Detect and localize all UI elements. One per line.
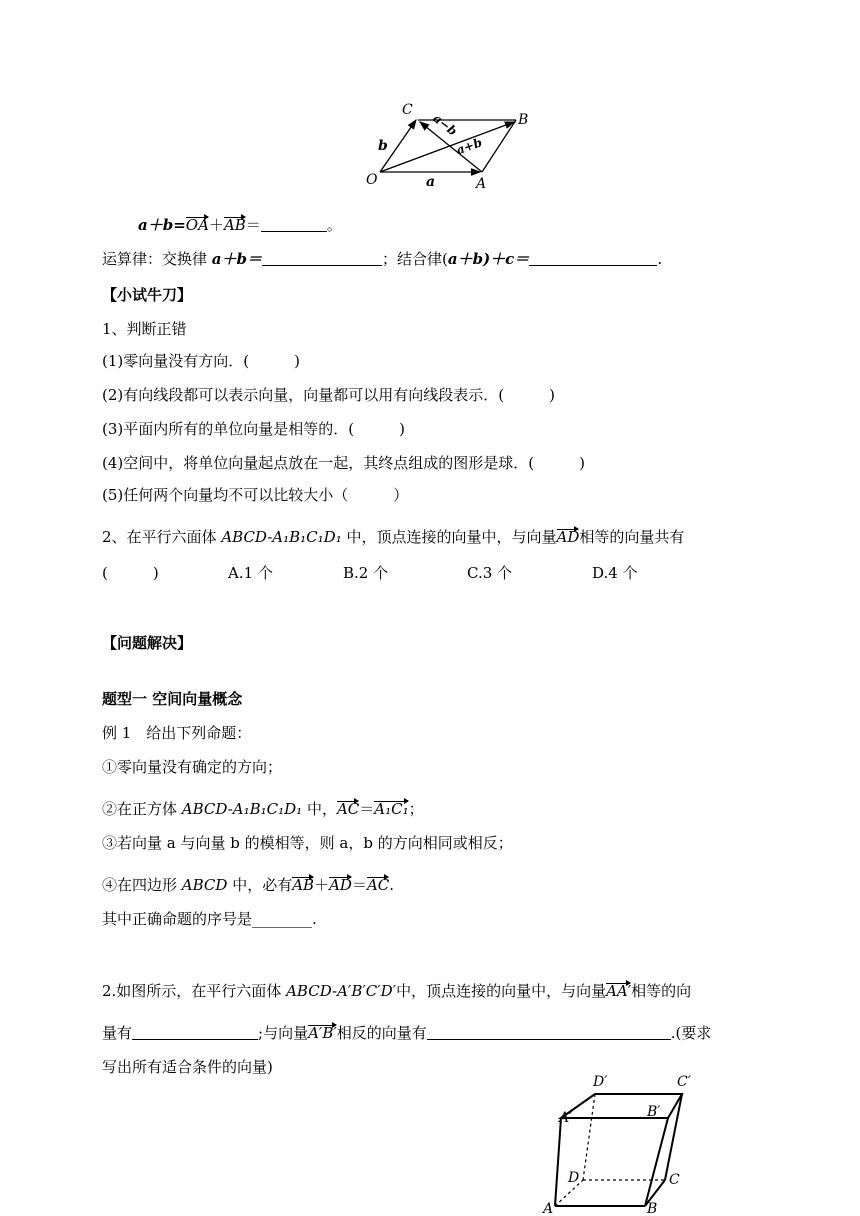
law-end: . [657, 250, 663, 268]
ex1-p2-eq: ＝ [359, 800, 375, 818]
law-sep: ；结合律( [382, 250, 448, 268]
q2-option-b: B.2 个 [343, 564, 389, 582]
ex1-prop-4 [102, 874, 394, 895]
section-heading-practice: 【小试牛刀】 [102, 286, 193, 304]
section-heading-solve: 【问题解决】 [102, 634, 193, 652]
vector-oa-text: OA [185, 216, 209, 234]
q1-item-4: (4)空间中，将单位向量起点放在一起，其终点组成的图形是球．( ) [102, 454, 585, 472]
sum-formula [138, 214, 342, 235]
formula-end: 。 [326, 216, 342, 234]
ex1-vector-ac-2: AC [366, 876, 390, 894]
law-prefix: 运算律：交换律 [102, 250, 212, 268]
q2-option-c: C.3 个 [467, 564, 513, 582]
ex2-blank-2[interactable] [427, 1025, 671, 1040]
ex1-vector-a1c1: A₁C₁ [374, 800, 409, 818]
answer-blank[interactable] [261, 217, 327, 232]
ex1-p2-a: ②在正方体 [102, 800, 182, 818]
ex1-vector-ab: AB [292, 876, 315, 894]
q2-line-1 [102, 526, 684, 547]
ex1-title: 例 1 给出下列命题： [102, 724, 252, 742]
label-b: B [647, 1201, 658, 1216]
q2-vector-ad: AD [556, 528, 580, 546]
ex1-vector-ac: AC [336, 800, 360, 818]
ex1-prop-2 [102, 798, 424, 819]
ex1-prop-1: ①零向量没有确定的方向； [102, 758, 283, 776]
q2-option-d: D.4 个 [592, 564, 638, 582]
parallelepiped-figure [535, 1070, 715, 1216]
label-c: C [402, 102, 413, 118]
ex1-vector-ad: AD [329, 876, 352, 894]
ex1-p4-quad: ABCD [181, 876, 228, 894]
ex2-vector-aa: AA′ [606, 982, 632, 1000]
label-d: D [568, 1170, 580, 1186]
label-b: B [518, 112, 529, 128]
ex2-l2-d: .(要求 [670, 1024, 712, 1042]
law-assoc-2: )＋c＝ [483, 250, 530, 268]
label-c-prime: C′ [677, 1074, 691, 1090]
associative-blank[interactable] [529, 251, 657, 266]
ex1-p4-plus: ＋ [314, 876, 330, 894]
ex2-l1-c: 相等的向 [631, 982, 692, 1000]
label-a-plus-b: a+b [454, 135, 484, 158]
label-a-prime: A′ [559, 1110, 573, 1126]
law-assoc-1: a＋b [447, 250, 484, 268]
type-heading: 题型一 空间向量概念 [102, 690, 243, 708]
ex2-blank-1[interactable] [132, 1025, 258, 1040]
edge-dd-hidden [583, 1094, 595, 1180]
q1-title: 1、判断正错 [102, 320, 187, 338]
ex2-l1-a: 2.如图所示，在平行六面体 [102, 982, 287, 1000]
q1-item-2: (2)有向线段都可以表示向量，向量都可以用有向线段表示．( ) [102, 386, 555, 404]
formula-eq: ＝ [245, 216, 261, 234]
ex2-l2-c: 相反的向量有 [336, 1024, 427, 1042]
ex2-solid: ABCD-A′B′C′D′ [286, 982, 397, 1000]
ex2-l1-b: 中，顶点连接的向量中，与向量 [396, 982, 607, 1000]
ex1-p2-end: ； [408, 800, 424, 818]
q1-item-5: (5)任何两个向量均不可以比较大小（ ） [102, 486, 409, 504]
q1-item-1: (1)零向量没有方向．( ) [102, 352, 300, 370]
ex1-p4-b: 中，必有 [227, 876, 293, 894]
label-vec-b: b [378, 138, 388, 154]
q2-option-a: A.1 个 [228, 564, 273, 582]
label-a-minus-b: a−b [430, 111, 460, 139]
ex1-p4-eq: ＝ [351, 876, 367, 894]
label-a: A [476, 176, 487, 192]
ex2-line-1 [102, 980, 691, 1001]
parallelogram-figure [360, 100, 540, 195]
operation-laws [102, 248, 662, 269]
ex1-p4-a: ④在四边形 [102, 876, 182, 894]
label-o: O [366, 172, 378, 188]
q2-solid-name: ABCD-A₁B₁C₁D₁ [221, 528, 342, 546]
ex2-line-3: 写出所有适合条件的向量) [102, 1058, 273, 1076]
ex1-p2-solid: ABCD-A₁B₁C₁D₁ [181, 800, 303, 818]
q1-item-3: (3)平面内所有的单位向量是相等的．( ) [102, 420, 405, 438]
label-d-prime: D′ [593, 1074, 608, 1090]
commutative-blank[interactable] [262, 251, 382, 266]
label-b-prime: B′ [647, 1104, 661, 1120]
ex2-line-2 [102, 1022, 711, 1043]
q2-text-c: 相等的向量共有 [579, 528, 685, 546]
top-face [561, 1094, 682, 1118]
q2-text-a: 2、在平行六面体 [102, 528, 222, 546]
formula-lhs: a＋b= [138, 216, 186, 234]
formula-plus: ＋ [208, 216, 224, 234]
label-vec-a: a [426, 174, 436, 190]
ex1-p2-b: 中， [302, 800, 337, 818]
edge-bb [645, 1118, 668, 1206]
ex1-answer: 其中正确命题的序号是________. [102, 910, 317, 928]
ex1-p4-end: . [389, 876, 395, 894]
law-commutative: a＋b＝ [211, 250, 262, 268]
ex2-vector-ab-prime: A′B′ [308, 1024, 337, 1042]
edge-aa [555, 1118, 561, 1206]
label-a: A [543, 1201, 554, 1216]
ex2-l2-b: ;与向量 [258, 1024, 309, 1042]
ex1-prop-3: ③若向量 a 与向量 b 的模相等，则 a，b 的方向相同或相反； [102, 834, 513, 852]
label-c: C [669, 1172, 680, 1188]
q2-paren: ( ) [102, 564, 159, 582]
vector-ab-text: AB [223, 216, 246, 234]
ex2-l2-a: 量有 [102, 1024, 133, 1042]
q2-text-b: 中，顶点连接的向量中，与向量 [341, 528, 557, 546]
